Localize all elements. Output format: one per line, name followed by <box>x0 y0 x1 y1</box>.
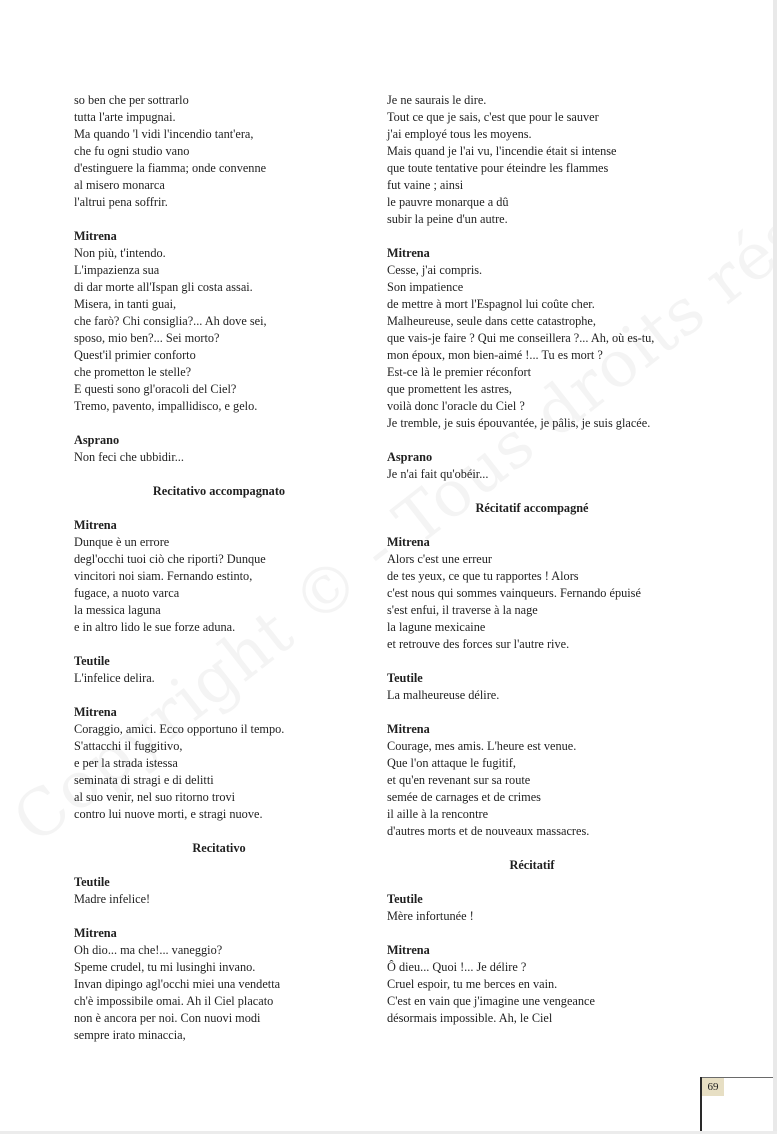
verse-line: l'altrui pena soffrir. <box>74 195 168 209</box>
verse-line: C'est en vain que j'imagine une vengeance <box>387 994 595 1008</box>
verse-line: Oh dio... ma che!... vaneggio? <box>74 943 223 957</box>
verse-line: Tout ce que je sais, c'est que pour le sauver <box>387 110 599 124</box>
verse-line: et qu'en revenant sur sa route <box>387 773 531 787</box>
verse-line: de tes yeux, ce que tu rapportes ! Alors <box>387 569 579 583</box>
speaker-name: Mitrena <box>74 705 117 719</box>
verse-line: Madre infelice! <box>74 892 151 906</box>
speaker-name: Mitrena <box>387 246 430 260</box>
speech-block <box>74 704 364 823</box>
speech-block <box>387 670 717 704</box>
speaker-name: Mitrena <box>387 722 430 736</box>
verse-line: L'impazienza sua <box>74 263 160 277</box>
speaker-name: Teutile <box>74 654 110 668</box>
verse-line: voilà donc l'oracle du Ciel ? <box>387 399 525 413</box>
verse-line: ch'è impossibile omai. Ah il Ciel placato <box>74 994 274 1008</box>
verse-line: di dar morte all'Ispan gli costa assai. <box>74 280 253 294</box>
verse-line: e per la strada istessa <box>74 756 178 770</box>
verse-line: so ben che per sottrarlo <box>74 93 189 107</box>
verse-block <box>387 92 717 228</box>
verse-line: que toute tentative pour éteindre les flammes <box>387 161 609 175</box>
verse-line: Ô dieu... Quoi !... Je délire ? <box>387 960 527 974</box>
verse-line: Alors c'est une erreur <box>387 552 492 566</box>
verse-line: fugace, a nuoto varca <box>74 586 180 600</box>
scan-edge-right <box>773 0 777 1134</box>
verse-line: d'autres morts et de nouveaux massacres. <box>387 824 590 838</box>
verse-line: Dunque è un errore <box>74 535 170 549</box>
speaker-name: Teutile <box>387 892 423 906</box>
speech-block <box>74 925 364 1044</box>
speech-block <box>387 534 717 653</box>
speech-block <box>387 721 717 840</box>
verse-line: Coraggio, amici. Ecco opportuno il tempo. <box>74 722 285 736</box>
speech-block <box>74 874 364 908</box>
verse-line: tutta l'arte impugnai. <box>74 110 176 124</box>
verse-line: fut vaine ; ainsi <box>387 178 464 192</box>
verse-block <box>74 92 364 211</box>
verse-line: seminata di stragi e di delitti <box>74 773 214 787</box>
verse-line: Je tremble, je suis épouvantée, je pâlis, je suis glacée. <box>387 416 651 430</box>
verse-line: e in altro lido le sue forze aduna. <box>74 620 236 634</box>
verse-line: Mère infortunée ! <box>387 909 474 923</box>
section-heading: Récitatif <box>509 858 555 872</box>
verse-line: al misero monarca <box>74 178 165 192</box>
verse-line: s'est enfui, il traverse à la nage <box>387 603 538 617</box>
verse-line: semée de carnages et de crimes <box>387 790 541 804</box>
verse-line: Non feci che ubbidir... <box>74 450 184 464</box>
verse-line: Cesse, j'ai compris. <box>387 263 483 277</box>
verse-line: Mais quand je l'ai vu, l'incendie était si intense <box>387 144 617 158</box>
verse-line: c'est nous qui sommes vainqueurs. Fernando épuisé <box>387 586 641 600</box>
verse-line: sposo, mio ben?... Sei morto? <box>74 331 220 345</box>
speaker-name: Teutile <box>74 875 110 889</box>
speech-block <box>74 653 364 687</box>
verse-line: la messica laguna <box>74 603 161 617</box>
speaker-name: Asprano <box>387 450 433 464</box>
verse-line: Speme crudel, tu mi lusinghi invano. <box>74 960 256 974</box>
verse-line: Je ne saurais le dire. <box>387 93 487 107</box>
verse-line: Tremo, pavento, impallidisco, e gelo. <box>74 399 258 413</box>
french-text-column <box>387 92 717 1044</box>
verse-line: non è ancora per noi. Con nuovi modi <box>74 1011 261 1025</box>
verse-line: Que l'on attaque le fugitif, <box>387 756 516 770</box>
verse-line: Misera, in tanti guai, <box>74 297 177 311</box>
verse-line: Son impatience <box>387 280 464 294</box>
speech-block <box>387 891 717 925</box>
verse-line: Est-ce là le premier réconfort <box>387 365 532 379</box>
verse-line: et retrouve des forces sur l'autre rive. <box>387 637 570 651</box>
section-heading: Recitativo accompagnato <box>152 484 286 498</box>
speaker-name: Mitrena <box>387 943 430 957</box>
speech-block <box>387 245 717 432</box>
verse-line: Courage, mes amis. L'heure est venue. <box>387 739 577 753</box>
speech-block <box>74 228 364 415</box>
speech-block <box>387 449 717 483</box>
verse-line: que vais-je faire ? Qui me conseillera ?... Ah, où es-tu, <box>387 331 655 345</box>
verse-line: Non più, t'intendo. <box>74 246 166 260</box>
verse-line: subir la peine d'un autre. <box>387 212 508 226</box>
page-number: 69 <box>702 1078 724 1096</box>
verse-line: Je n'ai fait qu'obéir... <box>387 467 489 481</box>
verse-line: L'infelice delira. <box>74 671 155 685</box>
section-heading: Récitatif accompagné <box>475 501 589 515</box>
verse-line: degl'occhi tuoi ciò che riporti? Dunque <box>74 552 266 566</box>
verse-line: che fu ogni studio vano <box>74 144 190 158</box>
verse-line: al suo venir, nel suo ritorno trovi <box>74 790 236 804</box>
verse-line: le pauvre monarque a dû <box>387 195 509 209</box>
verse-line: vincitori noi siam. Fernando estinto, <box>74 569 253 583</box>
verse-line: que promettent les astres, <box>387 382 512 396</box>
verse-line: il aille à la rencontre <box>387 807 489 821</box>
italian-text-column <box>74 92 364 1061</box>
verse-line: désormais impossible. Ah, le Ciel <box>387 1011 553 1025</box>
verse-line: mon époux, mon bien-aimé !... Tu es mort ? <box>387 348 603 362</box>
verse-line: Malheureuse, seule dans cette catastrophe, <box>387 314 596 328</box>
verse-line: E questi sono gl'oracoli del Ciel? <box>74 382 237 396</box>
speech-block <box>74 432 364 466</box>
speaker-name: Teutile <box>387 671 423 685</box>
verse-line: che farò? Chi consiglia?... Ah dove sei, <box>74 314 267 328</box>
verse-line: d'estinguere la fiamma; onde convenne <box>74 161 267 175</box>
speaker-name: Mitrena <box>74 926 117 940</box>
speech-block <box>74 517 364 636</box>
verse-line: sempre irato minaccia, <box>74 1028 186 1042</box>
section-heading: Recitativo <box>192 841 246 855</box>
speaker-name: Mitrena <box>74 229 117 243</box>
speech-block <box>387 942 717 1027</box>
verse-line: S'attacchi il fuggitivo, <box>74 739 183 753</box>
verse-line: j'ai employé tous les moyens. <box>387 127 532 141</box>
speaker-name: Mitrena <box>387 535 430 549</box>
verse-line: La malheureuse délire. <box>387 688 500 702</box>
verse-line: Invan dipingo agl'occhi miei una vendetta <box>74 977 281 991</box>
verse-line: la lagune mexicaine <box>387 620 486 634</box>
speaker-name: Mitrena <box>74 518 117 532</box>
speaker-name: Asprano <box>74 433 120 447</box>
verse-line: Cruel espoir, tu me berces en vain. <box>387 977 558 991</box>
verse-line: Quest'il primier conforto <box>74 348 196 362</box>
verse-line: che prometton le stelle? <box>74 365 192 379</box>
verse-line: contro lui nuove morti, e stragi nuove. <box>74 807 263 821</box>
verse-line: Ma quando 'l vidi l'incendio tant'era, <box>74 127 254 141</box>
verse-line: de mettre à mort l'Espagnol lui coûte cher. <box>387 297 595 311</box>
